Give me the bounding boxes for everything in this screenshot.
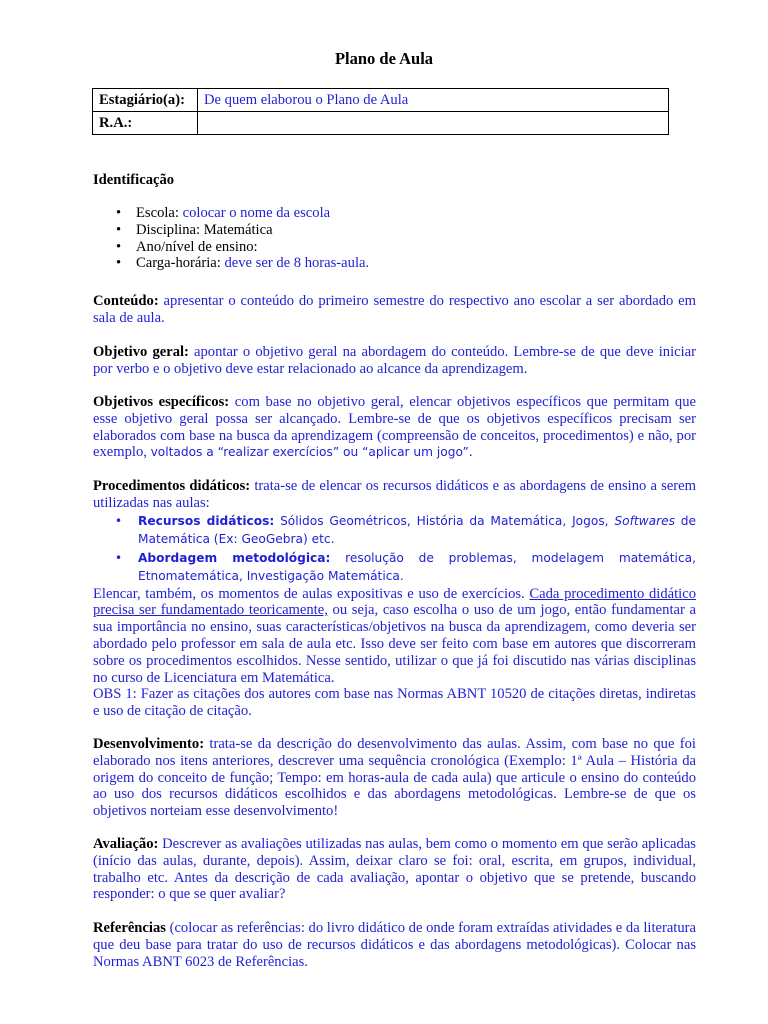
ra-label: R.A.: <box>93 112 198 135</box>
procedimentos-heading: Procedimentos didáticos: <box>93 478 251 494</box>
document-title: Plano de Aula <box>334 49 434 68</box>
recursos-text-end: de Matemática (Ex: GeoGebra) etc. <box>138 513 697 547</box>
item-label: Ano/nível de ensino: <box>136 238 258 255</box>
objetivos-especificos-text: com base no objetivo geral, elencar objetivos específicos que permitam que esse objetivo geral possa ser alcançado. Lembre-se de que os objetivos específicos precisam ser elaborados com base na busca da aprendizagem (compreensão de conceitos, procedimentos) e não, por exemplo, <box>93 394 697 461</box>
ra-value <box>198 112 669 135</box>
conteudo-section <box>93 293 696 327</box>
abordagem-text: resolução de problemas, modelagem matemática, Etnomatemática, Investigação Matemática. <box>138 550 696 584</box>
desenvolvimento-heading: Desenvolvimento: <box>93 736 205 752</box>
recursos-italic: Softwares <box>614 513 675 528</box>
recursos-text: Sólidos Geométricos, História da Matemática, Jogos, <box>274 513 615 528</box>
conteudo-text: apresentar o conteúdo do primeiro semestre do respectivo ano escolar a ser abordado em sala de aula. <box>93 293 696 326</box>
bullet-icon: • <box>116 205 122 221</box>
list-item <box>93 222 673 239</box>
objetivo-geral-heading: Objetivo geral: <box>93 344 189 360</box>
intern-info-table <box>92 88 669 135</box>
procedimentos-list <box>93 512 696 586</box>
referencias-heading: Referências <box>93 920 166 936</box>
conteudo-heading: Conteúdo: <box>93 293 159 309</box>
bullet-icon: • <box>116 238 122 255</box>
table-row <box>93 112 669 135</box>
objetivos-especificos-section <box>93 394 696 461</box>
desenvolvimento-section <box>93 736 696 820</box>
procedimentos-obs: OBS 1: Fazer as citações dos autores com base nas Normas ABNT 10520 de citações diretas, indiretas e uso de citação de citação. <box>93 686 696 720</box>
item-value: deve ser de 8 horas-aula. <box>224 255 370 272</box>
bullet-icon: • <box>115 513 123 528</box>
intern-value: De quem elaborou o Plano de Aula <box>198 89 669 112</box>
bullet-icon: • <box>115 550 123 565</box>
procedimentos-intro-text: trata-se de elencar os recursos didáticos e as abordagens de ensino a serem utilizadas nas aulas: <box>93 478 696 511</box>
desenvolvimento-text: trata-se da descrição do desenvolvimento das aulas. Assim, com base no que foi elaborado nos itens anteriores, descrever uma sequência cronológica (Exemplo: 1ª Aula – História da origem do conceito de função; Tempo: em horas-aula de cada aula) que articule o ensino do conteúdo ao uso dos recursos didáticos escolhidos e das abordagens metodológicas. Lembre-se de que os objetivos norteiam esse desenvolvimento! <box>93 736 696 820</box>
item-label: Carga-horária: <box>136 255 225 272</box>
objetivo-geral-section <box>93 344 696 378</box>
item-label: Disciplina: Matemática <box>136 221 273 238</box>
avaliacao-heading: Avaliação: <box>93 836 159 852</box>
list-item <box>93 549 696 586</box>
item-value: colocar o nome da escola <box>182 205 331 221</box>
table-row <box>93 89 669 112</box>
objetivos-especificos-end: . <box>468 444 473 461</box>
referencias-text: (colocar as referências: do livro didático de onde foram extraídas atividades e da literatura que deu base para tratar do uso de recursos didáticos e das abordagens metodológicas). Colocar nas Normas ABNT 6023 de Referências. <box>93 920 696 970</box>
identificacao-list <box>93 205 673 272</box>
abordagem-label: Abordagem metodológica: <box>138 550 331 565</box>
objetivo-geral-text: apontar o objetivo geral na abordagem do conteúdo. Lembre-se de que deve iniciar por verbo e o objetivo deve estar relacionado ao alcance da aprendizagem. <box>93 344 696 377</box>
list-item <box>93 255 673 272</box>
list-item <box>93 205 673 222</box>
list-item <box>93 512 696 549</box>
bullet-icon: • <box>116 221 122 238</box>
procedimentos-text: Elencar, também, os momentos de aulas expositivas e uso de exercícios. <box>93 585 530 602</box>
referencias-section <box>93 920 696 970</box>
recursos-label: Recursos didáticos: <box>138 513 275 528</box>
objetivos-especificos-example: voltados a “realizar exercícios” ou “aplicar um jogo” <box>150 445 469 460</box>
intern-label: Estagiário(a): <box>93 89 198 112</box>
list-item <box>93 239 673 256</box>
objetivos-especificos-heading: Objetivos específicos: <box>93 394 230 410</box>
procedimentos-intro <box>93 478 696 512</box>
procedimentos-paragraph <box>93 586 696 687</box>
item-label: Escola: <box>136 205 183 221</box>
avaliacao-text: Descrever as avaliações utilizadas nas aulas, bem como o momento em que serão aplicadas (início das aulas, durante, depois). Assim, deixar claro se foi: oral, escrita, em grupos, individual, trabalho etc. Antes da descrição de cada avaliação, apontar o objetivo que se pretende, buscando responder: o que se quer avaliar? <box>93 836 696 903</box>
procedimentos-underlined: Cada procedimento didático precisa ser fundamentado teoricamente, <box>93 585 696 619</box>
identificacao-heading: Identificação <box>93 172 175 188</box>
procedimentos-section <box>93 478 696 720</box>
bullet-icon: • <box>116 255 122 272</box>
avaliacao-section <box>93 836 696 903</box>
procedimentos-text-cont: ou seja, caso escolha o uso de um jogo, então fundamentar a sua importância no ensino, suas características/objetivos na busca da aprendizagem, como deveria ser abordado pelo professor em sala de aula etc. Isso deve ser feito com base em autores que discorreram sobre os procedimentos escolhidos. Nesse sentido, utilizar o que já foi discutido nas várias disciplinas no curso de Licenciatura em Matemática. <box>93 602 696 686</box>
